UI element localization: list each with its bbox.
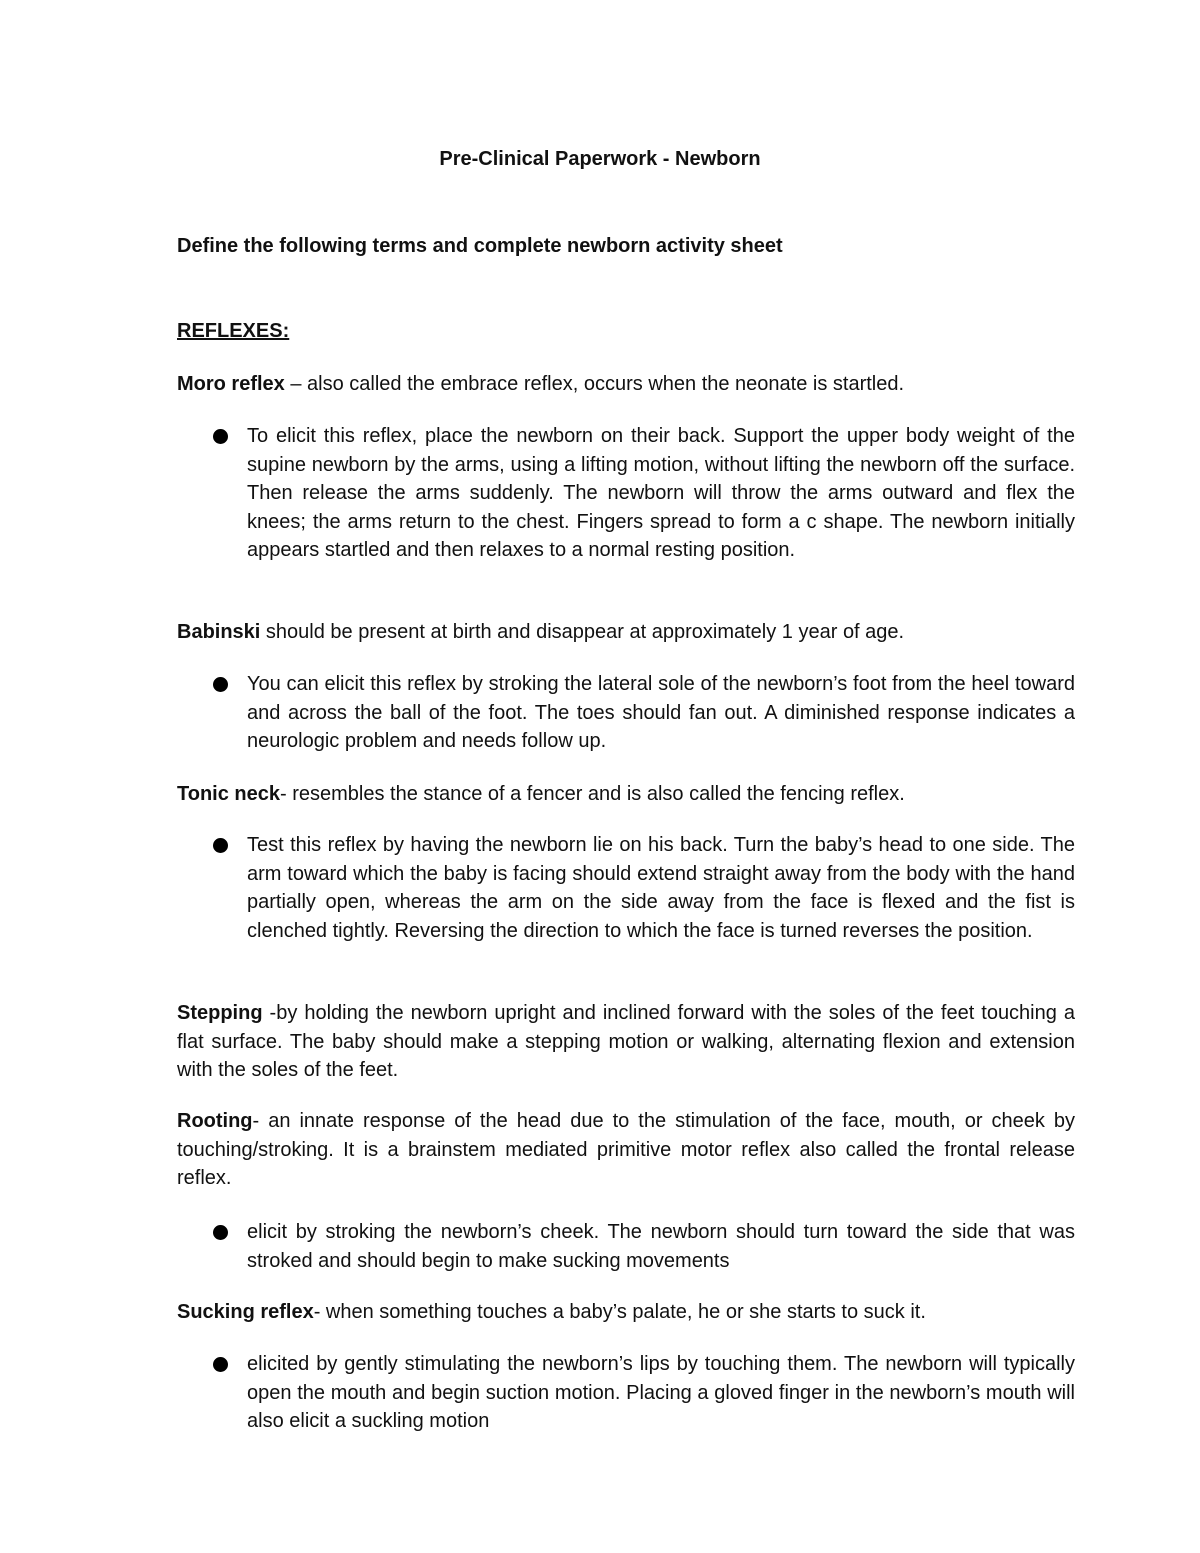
entry-moro-reflex xyxy=(177,370,1075,399)
section-heading-reflexes: REFLEXES: xyxy=(177,320,290,342)
bullet-icon xyxy=(213,677,228,692)
entry-babinski xyxy=(177,618,1075,647)
term-label: Babinski xyxy=(177,621,261,643)
entry-tonic-neck xyxy=(177,780,1075,809)
term-label: Moro reflex xyxy=(177,373,285,395)
entry-sucking-reflex xyxy=(177,1298,1075,1327)
term-label: Rooting xyxy=(177,1110,253,1132)
bullet-icon xyxy=(213,838,228,853)
entry-rooting xyxy=(177,1107,1075,1193)
bullet-icon xyxy=(213,429,228,444)
bullet-text: To elicit this reflex, place the newborn on their back. Support the upper body weight of the supine newborn by the arms, using a lifting motion, without lifting the newborn off the surface. Then release the arms suddenly. The newborn will throw the arms outward and flex the knees; the arms return to the chest. Fingers spread to form a c shape. The newborn initially appears startled and then relaxes to a normal resting position. xyxy=(247,425,1075,561)
term-label: Stepping xyxy=(177,1002,263,1024)
bullet-text: Test this reflex by having the newborn lie on his back. Turn the baby’s head to one side. The arm toward which the baby is facing should extend straight away from the body with the hand partially open, whereas the arm on the side away from the face is flexed and the fist is clenched tightly. Reversing the direction to which the face is turned reverses the position. xyxy=(247,834,1075,942)
bullet-text: You can elicit this reflex by stroking the lateral sole of the newborn’s foot from the heel toward and across the ball of the foot. The toes should fan out. A diminished response indicates a neurologic problem and needs follow up. xyxy=(247,673,1075,752)
bullet-text: elicit by stroking the newborn’s cheek. The newborn should turn toward the side that was stroked and should begin to make sucking movements xyxy=(247,1221,1075,1272)
term-label: Tonic neck xyxy=(177,783,280,805)
term-definition: - an innate response of the head due to the stimulation of the face, mouth, or cheek by touching/stroking. It is a brainstem mediated primitive motor reflex also called the frontal release reflex. xyxy=(177,1110,1075,1189)
term-definition: - when something touches a baby’s palate, he or she starts to suck it. xyxy=(313,1301,926,1323)
bullet-icon xyxy=(213,1357,228,1372)
bullet-text: elicited by gently stimulating the newborn’s lips by touching them. The newborn will typically open the mouth and begin suction motion. Placing a gloved finger in the newborn’s mouth will also elicit a suckling motion xyxy=(247,1353,1075,1432)
entry-stepping xyxy=(177,999,1075,1085)
instruction-text: Define the following terms and complete newborn activity sheet xyxy=(177,235,783,257)
document-title: Pre-Clinical Paperwork - Newborn xyxy=(439,148,761,170)
term-definition: -by holding the newborn upright and inclined forward with the soles of the feet touching a flat surface. The baby should make a stepping motion or walking, alternating flexion and extension with the soles of the feet. xyxy=(177,1002,1075,1081)
term-definition: – also called the embrace reflex, occurs when the neonate is startled. xyxy=(284,373,905,395)
term-label: Sucking reflex xyxy=(177,1301,314,1323)
term-definition: should be present at birth and disappear at approximately 1 year of age. xyxy=(260,621,905,643)
term-definition: - resembles the stance of a fencer and is also called the fencing reflex. xyxy=(280,783,905,805)
bullet-icon xyxy=(213,1225,228,1240)
